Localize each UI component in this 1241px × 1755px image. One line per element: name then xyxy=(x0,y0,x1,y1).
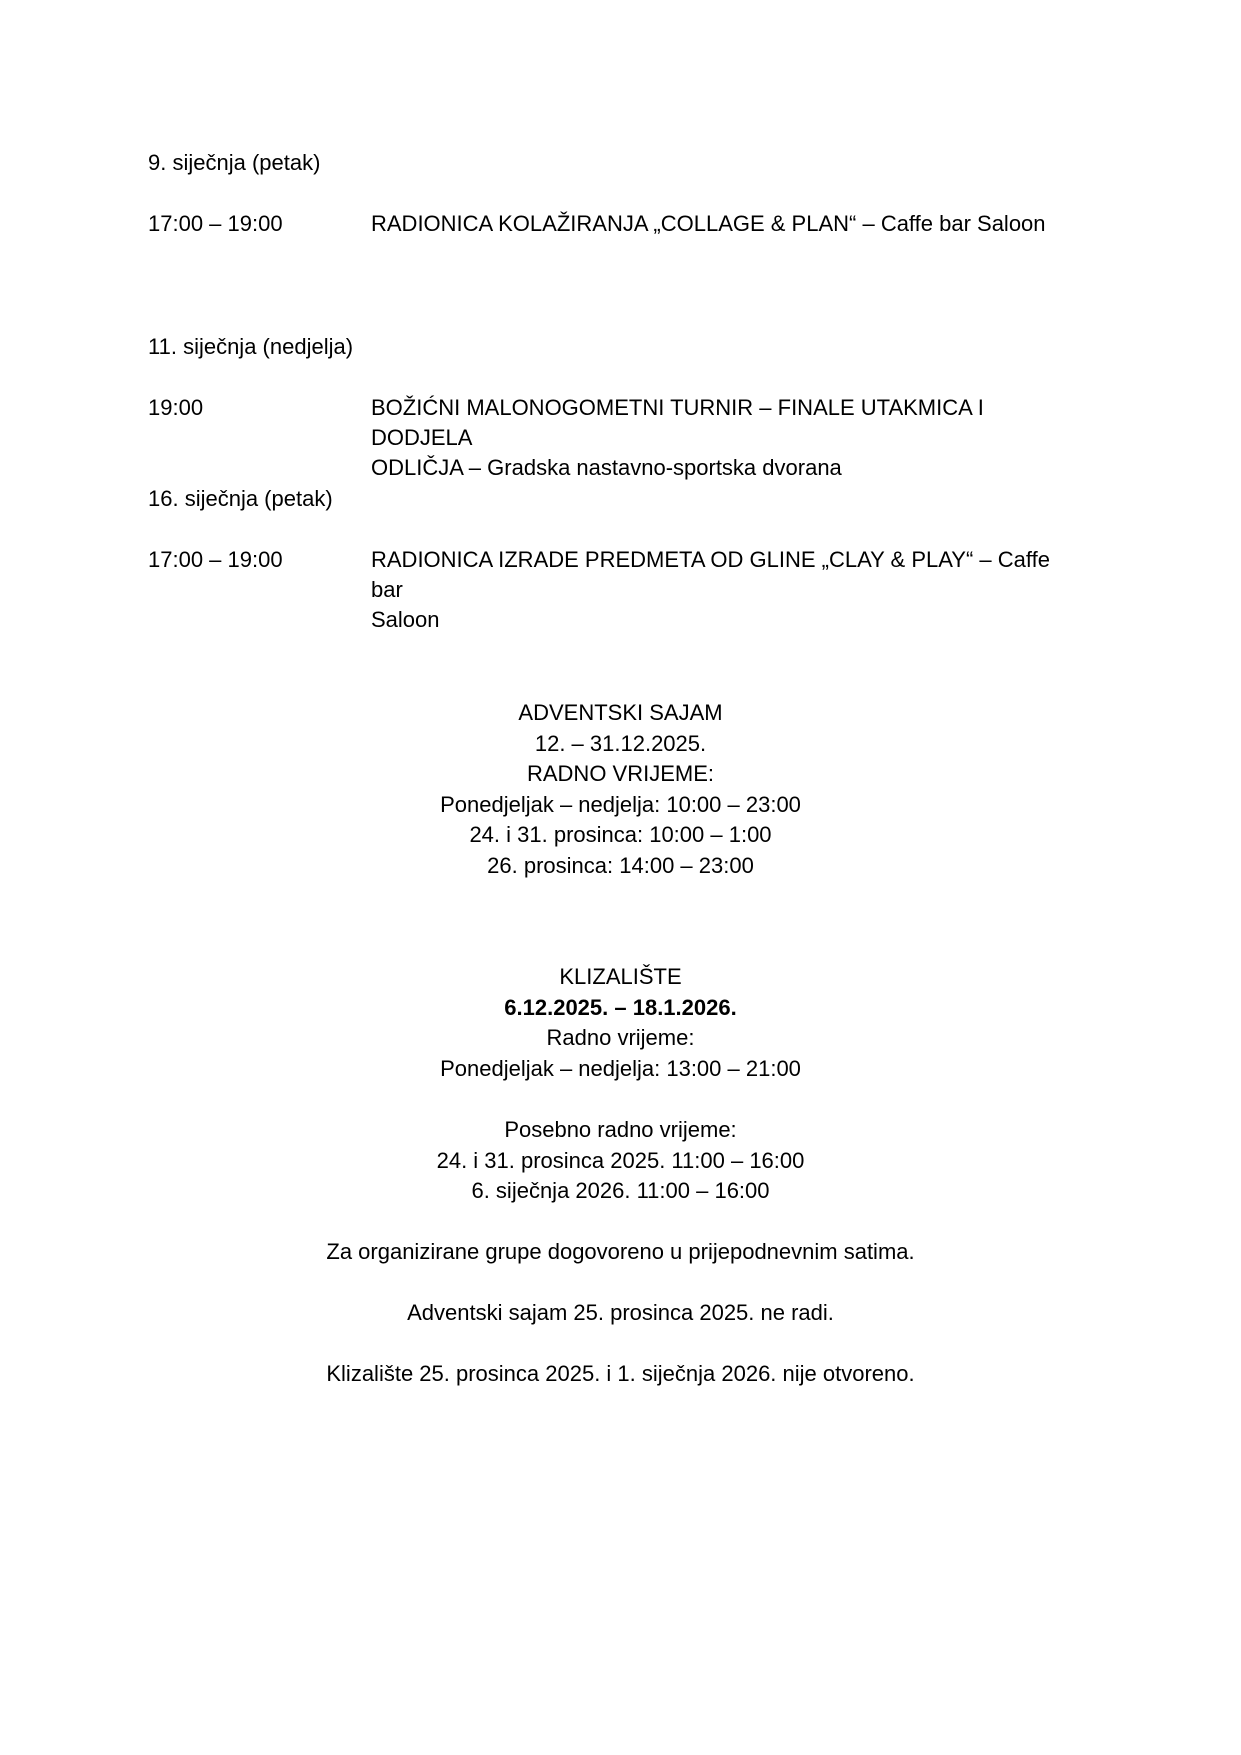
advent-fair-hours-line: Ponedjeljak – nedjelja: 10:00 – 23:00 xyxy=(440,791,801,817)
ice-rink-special-label: Posebno radno vrijeme: xyxy=(504,1117,737,1142)
event-description xyxy=(371,209,1071,239)
advent-fair-title: ADVENTSKI SAJAM xyxy=(518,700,723,725)
event-description-line: RADIONICA IZRADE PREDMETA OD GLINE „CLAY & PLAY“ – Caffe bar xyxy=(371,547,1050,602)
note-text: Klizalište 25. prosinca 2025. i 1. siječnja 2026. nije otvoreno. xyxy=(326,1361,915,1386)
advent-fair-dates: 12. – 31.12.2025. xyxy=(534,730,707,756)
day-heading: 11. siječnja (nedjelja) xyxy=(148,334,354,359)
event-time: 19:00 xyxy=(148,395,204,420)
note-text: Za organizirane grupe dogovoreno u prijepodnevnim satima. xyxy=(326,1239,915,1264)
ice-rink-section xyxy=(0,962,1241,1084)
ice-rink-dates: 6.12.2025. – 18.1.2026. xyxy=(504,994,737,1020)
event-time: 17:00 – 19:00 xyxy=(148,211,283,236)
event-description-line: ODLIČJA – Gradska nastavno-sportska dvorana xyxy=(371,455,842,480)
event-time: 17:00 – 19:00 xyxy=(148,547,283,572)
ice-rink-special-section xyxy=(0,1115,1241,1207)
advent-fair-section xyxy=(0,698,1241,881)
ice-rink-hours-line: Ponedjeljak – nedjelja: 13:00 – 21:00 xyxy=(440,1055,801,1081)
event-description-line: RADIONICA KOLAŽIRANJA „COLLAGE & PLAN“ – Caffe bar Saloon xyxy=(371,211,1046,236)
event-description-line: Saloon xyxy=(371,607,440,632)
advent-fair-hours-line: 24. i 31. prosinca: 10:00 – 1:00 xyxy=(469,822,772,847)
advent-fair-hours-label: RADNO VRIJEME: xyxy=(526,761,715,786)
advent-fair-hours-line: 26. prosinca: 14:00 – 23:00 xyxy=(487,852,754,878)
ice-rink-special-line: 24. i 31. prosinca 2025. 11:00 – 16:00 xyxy=(436,1147,805,1173)
ice-rink-hours-label: Radno vrijeme: xyxy=(546,1025,695,1050)
event-description xyxy=(371,545,1071,635)
day-heading: 9. siječnja (petak) xyxy=(148,150,321,175)
event-description-line: BOŽIĆNI MALONOGOMETNI TURNIR – FINALE UTAKMICA I DODJELA xyxy=(371,395,984,450)
day-heading: 16. siječnja (petak) xyxy=(148,486,333,511)
event-description xyxy=(371,393,1071,483)
note-text: Adventski sajam 25. prosinca 2025. ne radi. xyxy=(407,1300,834,1325)
ice-rink-special-line: 6. siječnja 2026. 11:00 – 16:00 xyxy=(471,1178,770,1203)
ice-rink-title: KLIZALIŠTE xyxy=(559,964,682,989)
